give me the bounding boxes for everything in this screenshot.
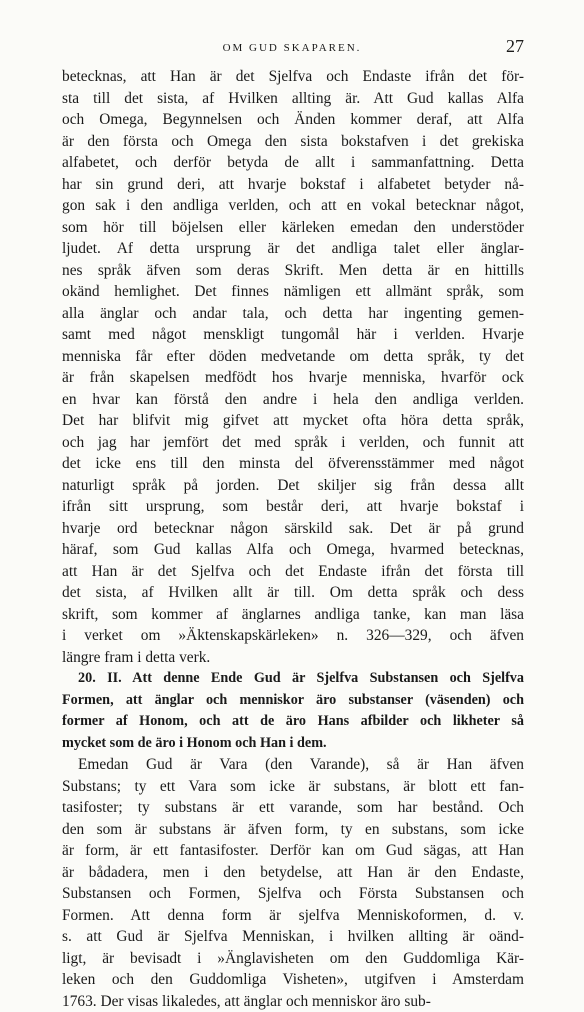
text-line: leken och den Guddomliga Visheten», utgifven i Amsterdam <box>62 969 524 991</box>
text-line: som hör till böjelsen eller kärleken emedan den understöder <box>62 217 524 239</box>
text-line: Formen. Att denna form är sjelfva Menniskoformen, d. v. <box>62 905 524 927</box>
text-line: i verket om »Äktenskapskärleken» n. 326—329, och äfven <box>62 625 524 647</box>
text-line: ljudet. Af detta ursprung är det andliga talet eller änglar- <box>62 238 524 260</box>
text-line: Substansen och Formen, Sjelfva och Första Substansen och <box>62 883 524 905</box>
running-title: OM GUD SKAPAREN. <box>62 42 522 54</box>
text-line: skrift, som kommer af änglarnes andliga tanke, kan man läsa <box>62 604 524 626</box>
body-text <box>62 66 524 1012</box>
text-line: alla änglar och andar tala, och detta har ingenting gemen- <box>62 303 524 325</box>
text-line: har sin grund deri, att hvarje bokstaf i alfabetet betyder nå- <box>62 174 524 196</box>
page-number: 27 <box>506 36 524 57</box>
text-line: menniska får efter döden medvetande om detta språk, ty det <box>62 346 524 368</box>
text-line: är form, är ett fantasifoster. Derför kan om Gud sägas, att Han <box>62 840 524 862</box>
text-line: Substans; ty ett Vara som icke är substans, är blott ett fan- <box>62 776 524 798</box>
text-line: alfabetet, och derför betyda de allt i sammanfattning. Detta <box>62 152 524 174</box>
text-line: 20. II. Att denne Ende Gud är Sjelfva Substansen och Sjelfva <box>62 668 524 690</box>
text-line: sta till det sista, af Hvilken allting är. Att Gud kallas Alfa <box>62 88 524 110</box>
text-line: en hvar kan förstå den andre i hela den andliga verlden. <box>62 389 524 411</box>
text-line: häraf, som Gud kallas Alfa och Omega, hvarmed betecknas, <box>62 539 524 561</box>
text-line: är från skapelsen medfödt hos hvarje menniska, hvarför ock <box>62 367 524 389</box>
text-line: okänd hemlighet. Det finnes nämligen ett allmänt språk, som <box>62 281 524 303</box>
text-line: den som är substans är äfven form, ty en substans, som icke <box>62 819 524 841</box>
text-line: att Han är det Sjelfva och det Endaste ifrån det första till <box>62 561 524 583</box>
text-line: mycket som de äro i Honom och Han i dem. <box>62 733 524 755</box>
text-line: naturligt språk på jorden. Det skiljer sig från dessa allt <box>62 475 524 497</box>
text-line: s. att Gud är Sjelfva Menniskan, i hvilken allting är oänd- <box>62 926 524 948</box>
text-line: ligt, är bevisadt i »Änglavisheten om den Guddomliga Kär- <box>62 948 524 970</box>
text-line: 1763. Der visas likaledes, att änglar och menniskor äro sub- <box>62 991 524 1012</box>
text-line: Emedan Gud är Vara (den Varande), så är Han äfven <box>62 754 524 776</box>
text-line: nes språk äfven som deras Skrift. Men detta är en hittills <box>62 260 524 282</box>
running-head <box>62 38 522 60</box>
text-line: längre fram i detta verk. <box>62 647 524 669</box>
text-line: samt med något menskligt tungomål här i verlden. Hvarje <box>62 324 524 346</box>
text-line: betecknas, att Han är det Sjelfva och Endaste ifrån det för- <box>62 66 524 88</box>
text-line: är bådadera, men i den betydelse, att Han är den Endaste, <box>62 862 524 884</box>
text-line: och jag har jemfört det med språk i verlden, och funnit att <box>62 432 524 454</box>
text-line: och Omega, Begynnelsen och Änden kommer deraf, att Alfa <box>62 109 524 131</box>
text-line: Formen, att änglar och menniskor äro substanser (väsenden) och <box>62 690 524 712</box>
text-line: hvarje ord betecknar någon särskild sak. Det är på grund <box>62 518 524 540</box>
text-line: former af Honom, och att de äro Hans afbilder och likheter så <box>62 711 524 733</box>
text-line: ifrån sitt ursprung, som består deri, att hvarje bokstaf i <box>62 496 524 518</box>
text-line: Det har blifvit mig gifvet att mycket ofta höra detta språk, <box>62 410 524 432</box>
text-line: det sista, af Hvilken allt är till. Om detta språk och dess <box>62 582 524 604</box>
text-line: är den första och Omega den sista bokstafven i det grekiska <box>62 131 524 153</box>
text-line: det icke ens till den minsta del öfverensstämmer med något <box>62 453 524 475</box>
text-line: tasifoster; ty substans är ett varande, som har bestånd. Och <box>62 797 524 819</box>
text-line: gon sak i den andliga verlden, och att en vokal betecknar något, <box>62 195 524 217</box>
